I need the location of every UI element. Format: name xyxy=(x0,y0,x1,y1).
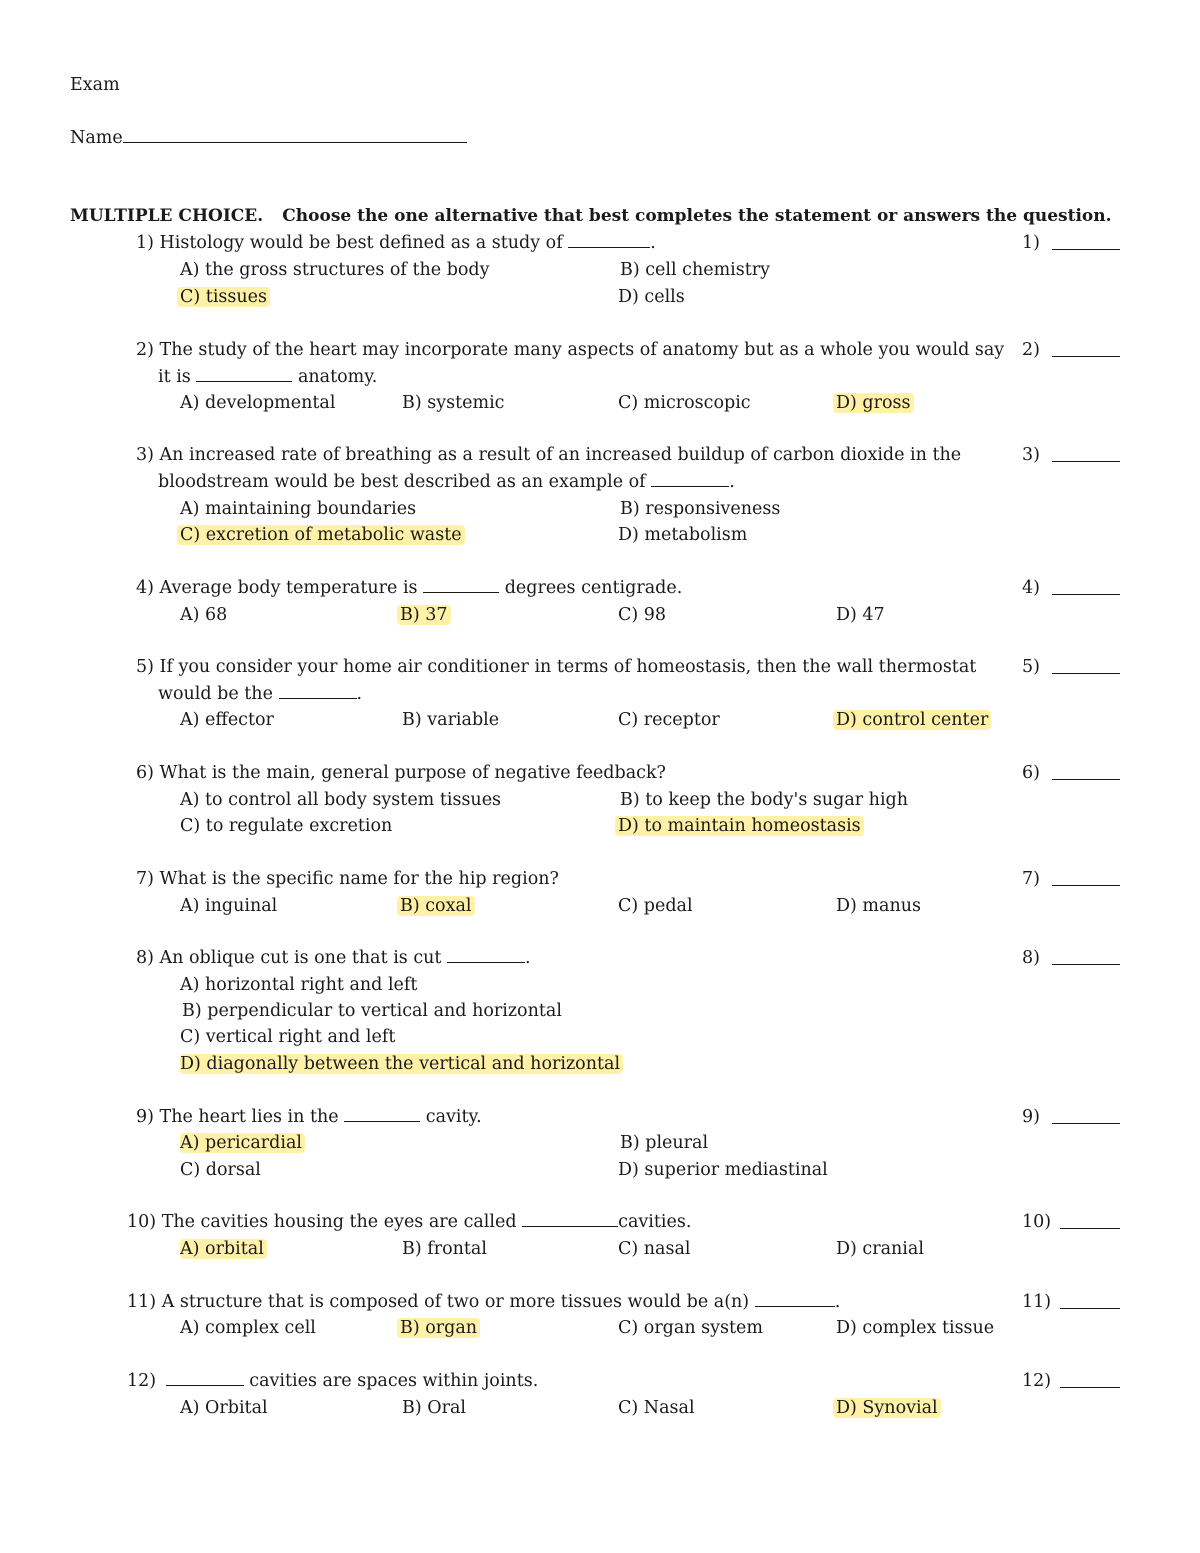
answer-line-5[interactable] xyxy=(1052,672,1120,674)
question-text: What is the specific name for the hip region? xyxy=(159,869,559,889)
question-number: 10) xyxy=(127,1212,157,1232)
question-11-option-b[interactable] xyxy=(400,1317,480,1339)
answer-highlight: D) gross xyxy=(833,393,914,413)
question-7-option-c[interactable]: C) pedal xyxy=(618,896,693,916)
question-text: The study of the heart may incorporate many aspects of anatomy but as a whole you would say xyxy=(159,340,1005,360)
question-text: What is the main, general purpose of negative feedback? xyxy=(159,763,666,783)
question-2-stem xyxy=(136,339,1004,361)
question-10-option-b[interactable]: B) frontal xyxy=(402,1239,487,1259)
question-1-option-d[interactable]: D) cells xyxy=(618,287,685,307)
question-number: 8) xyxy=(136,948,154,968)
question-6-option-d[interactable] xyxy=(618,815,864,837)
question-11-stem xyxy=(127,1291,840,1313)
section-instruction: Choose the one alternative that best completes the statement or answers the question. xyxy=(282,206,1112,226)
answer-label-1: 1) xyxy=(1022,233,1040,253)
question-number: 6) xyxy=(136,763,154,783)
question-12-option-b[interactable]: B) Oral xyxy=(402,1398,466,1418)
question-12-option-c[interactable]: C) Nasal xyxy=(618,1398,695,1418)
question-number: 2) xyxy=(136,340,154,360)
question-text: would be the xyxy=(158,684,273,704)
question-5-option-b[interactable]: B) variable xyxy=(402,710,500,730)
question-6-option-a[interactable]: A) to control all body system tissues xyxy=(180,790,502,810)
question-number: 11) xyxy=(127,1292,157,1312)
answer-label-9: 9) xyxy=(1022,1107,1040,1127)
answer-highlight: B) coxal xyxy=(397,896,475,916)
question-7-stem xyxy=(136,868,559,890)
answer-label-11: 11) xyxy=(1022,1292,1052,1312)
question-7-option-a[interactable]: A) inguinal xyxy=(180,896,278,916)
answer-line-11[interactable] xyxy=(1060,1307,1120,1309)
question-4-option-a[interactable]: A) 68 xyxy=(180,605,228,625)
answer-line-1[interactable] xyxy=(1052,248,1120,250)
answer-label-2: 2) xyxy=(1022,340,1040,360)
question-text: The cavities housing the eyes are called xyxy=(161,1212,517,1232)
question-text-end: degrees centigrade. xyxy=(504,578,683,598)
question-1-option-c[interactable] xyxy=(180,286,270,308)
fill-in-blank xyxy=(166,1370,244,1386)
question-number: 5) xyxy=(136,657,154,677)
name-label: Name xyxy=(70,128,123,148)
question-1-option-b[interactable]: B) cell chemistry xyxy=(620,260,771,280)
question-text-end: . xyxy=(525,948,531,968)
answer-highlight: B) 37 xyxy=(397,605,451,625)
question-text: A structure that is composed of two or more tissues would be a(n) xyxy=(161,1292,750,1312)
answer-highlight: C) tissues xyxy=(177,287,270,307)
question-2-option-d[interactable] xyxy=(836,392,914,414)
answer-highlight: A) orbital xyxy=(180,1239,267,1259)
question-number: 3) xyxy=(136,445,154,465)
question-text: bloodstream would be best described as an example of xyxy=(158,472,646,492)
answer-line-12[interactable] xyxy=(1060,1386,1120,1388)
question-text: An oblique cut is one that is cut xyxy=(159,948,442,968)
question-text: An increased rate of breathing as a result of an increased buildup of carbon dioxide in the xyxy=(159,445,962,465)
question-5-stem-cont xyxy=(158,683,362,705)
question-12-option-d[interactable] xyxy=(836,1397,941,1419)
question-number: 4) xyxy=(136,578,154,598)
question-3-option-b[interactable]: B) responsiveness xyxy=(620,499,781,519)
fill-in-blank xyxy=(522,1211,618,1227)
question-text-end: . xyxy=(356,684,363,704)
question-11-option-c[interactable]: C) organ system xyxy=(618,1318,763,1338)
question-2-option-b[interactable]: B) systemic xyxy=(402,393,505,413)
question-9-option-c[interactable]: C) dorsal xyxy=(180,1160,261,1180)
question-9-option-d[interactable]: D) superior mediastinal xyxy=(618,1160,828,1180)
question-3-option-d[interactable]: D) metabolism xyxy=(618,525,748,545)
question-8-option-c[interactable]: C) vertical right and left xyxy=(180,1027,396,1047)
question-8-option-b[interactable]: B) perpendicular to vertical and horizontal xyxy=(182,1001,562,1021)
answer-label-6: 6) xyxy=(1022,763,1040,783)
answer-line-10[interactable] xyxy=(1060,1227,1120,1229)
question-6-option-b[interactable]: B) to keep the body's sugar high xyxy=(620,790,909,810)
question-text-end: cavity. xyxy=(425,1107,482,1127)
fill-in-blank xyxy=(755,1291,835,1307)
answer-highlight: D) diagonally between the vertical and horizontal xyxy=(180,1054,623,1074)
question-2-stem-cont xyxy=(158,366,377,388)
fill-in-blank xyxy=(423,577,499,593)
question-10-stem xyxy=(127,1211,691,1233)
question-11-option-a[interactable]: A) complex cell xyxy=(180,1318,316,1338)
name-blank-line[interactable] xyxy=(123,127,467,143)
answer-label-4: 4) xyxy=(1022,578,1040,598)
question-9-option-a[interactable] xyxy=(180,1132,305,1154)
question-5-option-a[interactable]: A) effector xyxy=(180,710,274,730)
question-1-option-a[interactable]: A) the gross structures of the body xyxy=(180,260,490,280)
answer-highlight: C) excretion of metabolic waste xyxy=(177,525,465,545)
question-10-option-d[interactable]: D) cranial xyxy=(836,1239,924,1259)
question-3-stem xyxy=(136,444,961,466)
question-text-end: . xyxy=(834,1292,841,1312)
question-10-option-a[interactable] xyxy=(180,1238,267,1260)
question-text-end: . xyxy=(729,472,735,492)
answer-line-6[interactable] xyxy=(1052,778,1120,780)
question-7-option-d[interactable]: D) manus xyxy=(836,896,921,916)
fill-in-blank xyxy=(651,471,729,487)
question-6-stem xyxy=(136,762,666,784)
name-field[interactable] xyxy=(70,127,467,148)
question-9-option-b[interactable]: B) pleural xyxy=(620,1133,709,1153)
answer-line-4[interactable] xyxy=(1052,593,1120,595)
answer-highlight: D) Synovial xyxy=(833,1398,941,1418)
question-5-option-d[interactable] xyxy=(836,709,991,731)
question-8-option-d[interactable] xyxy=(180,1053,623,1075)
question-text: The heart lies in the xyxy=(159,1107,339,1127)
question-text: Average body temperature is xyxy=(159,578,418,598)
question-number: 1) xyxy=(136,233,154,253)
answer-highlight: A) pericardial xyxy=(180,1133,305,1153)
answer-label-3: 3) xyxy=(1022,445,1040,465)
section-title: MULTIPLE CHOICE. xyxy=(70,206,264,226)
answer-label-12: 12) xyxy=(1022,1371,1052,1391)
answer-line-7[interactable] xyxy=(1052,884,1120,886)
question-12-stem xyxy=(127,1370,538,1392)
question-3-option-a[interactable]: A) maintaining boundaries xyxy=(180,499,417,519)
question-2-option-a[interactable]: A) developmental xyxy=(180,393,336,413)
question-7-option-b[interactable] xyxy=(400,895,475,917)
fill-in-blank xyxy=(568,232,650,248)
answer-line-2[interactable] xyxy=(1052,355,1120,357)
section-header xyxy=(70,206,1112,226)
question-4-option-c[interactable]: C) 98 xyxy=(618,605,667,625)
question-3-stem-cont xyxy=(158,471,735,493)
question-6-option-c[interactable]: C) to regulate excretion xyxy=(180,816,393,836)
question-11-option-d[interactable]: D) complex tissue xyxy=(836,1318,995,1338)
question-10-option-c[interactable]: C) nasal xyxy=(618,1239,691,1259)
question-4-stem xyxy=(136,577,682,599)
question-3-option-c[interactable] xyxy=(180,524,465,546)
fill-in-blank xyxy=(279,683,357,699)
exam-title: Exam xyxy=(70,75,120,95)
question-number: 9) xyxy=(136,1107,154,1127)
question-text-end: cavities are spaces within joints. xyxy=(249,1371,539,1391)
question-text-end: . xyxy=(650,233,656,253)
question-9-stem xyxy=(136,1106,482,1128)
question-number: 7) xyxy=(136,869,154,889)
question-5-stem xyxy=(136,656,976,678)
answer-highlight: B) organ xyxy=(397,1318,480,1338)
question-text: it is xyxy=(158,367,191,387)
fill-in-blank xyxy=(196,366,292,382)
question-5-option-c[interactable]: C) receptor xyxy=(618,710,720,730)
answer-label-7: 7) xyxy=(1022,869,1040,889)
question-number: 12) xyxy=(127,1371,157,1391)
fill-in-blank xyxy=(447,947,525,963)
question-2-option-c[interactable]: C) microscopic xyxy=(618,393,751,413)
question-text-end: cavities. xyxy=(618,1212,692,1232)
answer-label-8: 8) xyxy=(1022,948,1040,968)
question-1-stem xyxy=(136,232,656,254)
question-text: If you consider your home air conditioner in terms of homeostasis, then the wall thermostat xyxy=(159,657,977,677)
question-text-end: anatomy. xyxy=(297,367,378,387)
question-12-option-a[interactable]: A) Orbital xyxy=(180,1398,268,1418)
answer-line-9[interactable] xyxy=(1052,1122,1120,1124)
answer-highlight: D) to maintain homeostasis xyxy=(615,816,864,836)
answer-line-3[interactable] xyxy=(1052,460,1120,462)
question-8-option-a[interactable]: A) horizontal right and left xyxy=(180,975,418,995)
fill-in-blank xyxy=(344,1106,420,1122)
question-text: Histology would be best defined as a study of xyxy=(159,233,563,253)
answer-line-8[interactable] xyxy=(1052,963,1120,965)
question-4-option-d[interactable]: D) 47 xyxy=(836,605,885,625)
question-8-stem xyxy=(136,947,531,969)
answer-label-5: 5) xyxy=(1022,657,1040,677)
answer-label-10: 10) xyxy=(1022,1212,1052,1232)
question-4-option-b[interactable] xyxy=(400,604,451,626)
answer-highlight: D) control center xyxy=(833,710,991,730)
